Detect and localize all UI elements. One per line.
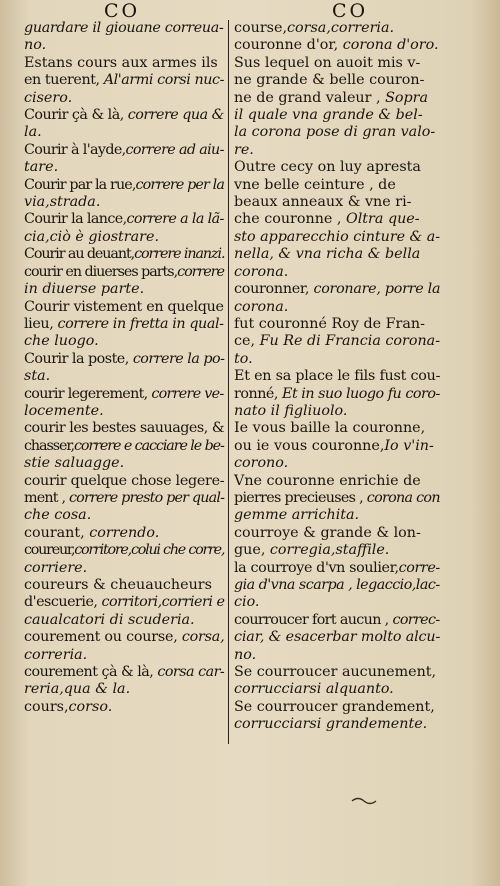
entry-line bbox=[24, 577, 224, 594]
dictionary-entry bbox=[234, 560, 440, 612]
italian-translation: gemme arrichita. bbox=[234, 507, 360, 524]
french-text: couronne d'or, bbox=[234, 37, 343, 54]
entry-line bbox=[24, 229, 224, 246]
entry-line bbox=[234, 107, 440, 124]
italian-translation: corrucciarsi grandemente. bbox=[234, 716, 428, 733]
dictionary-entry bbox=[24, 577, 224, 629]
italian-translation: tare. bbox=[24, 159, 59, 176]
french-text: Courir au deuant, bbox=[24, 246, 135, 263]
italian-translation: corono. bbox=[234, 455, 289, 472]
entry-line bbox=[234, 72, 440, 89]
french-text: Vne couronne enrichie de bbox=[234, 472, 421, 489]
french-text: couronner, bbox=[234, 281, 314, 298]
entry-line bbox=[234, 438, 440, 455]
entry-line bbox=[24, 699, 224, 716]
entry-line bbox=[24, 55, 224, 72]
italian-translation: guardare il giouane correua- bbox=[24, 20, 224, 36]
italian-translation: reria,qua & la. bbox=[24, 681, 131, 698]
entry-line bbox=[234, 20, 440, 37]
right-column bbox=[234, 20, 440, 734]
entry-line bbox=[24, 473, 224, 490]
italian-translation: correre in fretta in qual- bbox=[57, 315, 224, 332]
italian-translation: corregia,staffile. bbox=[269, 542, 390, 559]
french-text: courant, bbox=[24, 524, 90, 541]
dictionary-entry bbox=[24, 211, 224, 246]
italian-translation: corre- bbox=[398, 559, 440, 576]
italian-translation: correre presto per qual- bbox=[68, 489, 225, 506]
italian-translation: cisero. bbox=[24, 89, 73, 106]
french-text: courroucer fort aucun , bbox=[234, 611, 393, 628]
entry-line bbox=[234, 229, 440, 246]
entry-line bbox=[234, 299, 440, 316]
entry-line bbox=[24, 124, 224, 141]
entry-line bbox=[234, 211, 440, 228]
italian-translation: cio. bbox=[234, 594, 260, 611]
italian-translation: la corona pose di gran valo- bbox=[234, 124, 436, 141]
french-text: Sus lequel on auoit mis v- bbox=[234, 54, 421, 71]
entry-line bbox=[24, 629, 224, 646]
italian-translation: correre ad aiu- bbox=[125, 141, 224, 158]
italian-translation: correria. bbox=[24, 646, 88, 663]
entry-line bbox=[234, 55, 440, 72]
entry-line bbox=[24, 107, 224, 124]
italian-translation: sto apparecchio cinture & a- bbox=[234, 228, 441, 245]
entry-line bbox=[234, 681, 440, 698]
french-text: ronné, bbox=[234, 385, 283, 402]
entry-line bbox=[24, 681, 224, 698]
entry-line bbox=[24, 647, 224, 664]
dictionary-entry bbox=[234, 20, 440, 37]
entry-line bbox=[234, 194, 440, 211]
french-text: coureurs & cheuaucheurs bbox=[24, 577, 212, 593]
dictionary-entry bbox=[24, 177, 224, 212]
french-text: chasser, bbox=[24, 437, 74, 454]
signature-mark bbox=[0, 795, 500, 807]
entry-line bbox=[234, 333, 440, 350]
dictionary-entry bbox=[234, 525, 440, 560]
dictionary-entry bbox=[24, 20, 224, 55]
entry-line bbox=[24, 351, 224, 368]
italian-translation: corsa car- bbox=[157, 664, 225, 681]
italian-translation: corona. bbox=[234, 263, 289, 280]
entry-line bbox=[24, 664, 224, 681]
italian-translation: ciar, & esacerbar molto alcu- bbox=[234, 629, 441, 646]
entry-line bbox=[234, 403, 440, 420]
italian-translation: corriere. bbox=[24, 559, 88, 576]
french-text: Ie vous baille la couronne, bbox=[234, 420, 426, 437]
french-text: lieu, bbox=[24, 315, 58, 332]
entry-line bbox=[234, 264, 440, 281]
entry-line bbox=[24, 403, 224, 420]
french-text: ou ie vous couronne, bbox=[234, 437, 385, 454]
entry-line bbox=[24, 490, 224, 507]
entry-line bbox=[24, 72, 224, 89]
entry-line bbox=[24, 264, 224, 281]
entry-line bbox=[24, 455, 224, 472]
entry-line bbox=[24, 542, 224, 559]
entry-line bbox=[24, 246, 224, 263]
dictionary-entry bbox=[234, 159, 440, 281]
column-divider bbox=[228, 20, 229, 744]
entry-line bbox=[234, 473, 440, 490]
french-text: course, bbox=[234, 20, 287, 36]
entry-line bbox=[234, 490, 440, 507]
dictionary-entry bbox=[234, 37, 440, 54]
italian-translation: Al'armi corsi nuc- bbox=[103, 72, 224, 89]
italian-translation: coronare, porre la bbox=[313, 281, 441, 298]
dictionary-entry bbox=[234, 473, 440, 525]
entry-line bbox=[24, 37, 224, 54]
entry-line bbox=[24, 594, 224, 611]
french-text: courir les bestes sauuages, & bbox=[24, 420, 225, 437]
italian-translation: no. bbox=[24, 37, 47, 54]
french-text: courement ou course, bbox=[24, 629, 182, 646]
italian-translation: correre per la bbox=[135, 176, 224, 193]
italian-translation: che luogo. bbox=[24, 333, 99, 350]
left-column bbox=[24, 20, 224, 716]
entry-line bbox=[234, 507, 440, 524]
italian-translation: correre ve- bbox=[151, 385, 224, 402]
italian-translation: corrucciarsi alquanto. bbox=[234, 681, 394, 698]
french-text: che couronne , bbox=[234, 211, 346, 228]
french-text: courement çà & là, bbox=[24, 664, 158, 681]
dictionary-entry bbox=[24, 525, 224, 542]
dictionary-entry bbox=[24, 264, 224, 299]
entry-line bbox=[24, 438, 224, 455]
entry-line bbox=[234, 647, 440, 664]
french-text: Estans cours aux armes ils bbox=[24, 54, 218, 71]
italian-translation: il quale vna grande & bel- bbox=[234, 107, 423, 124]
entry-line bbox=[24, 211, 224, 228]
italian-translation: nella, & vna richa & bella bbox=[234, 246, 421, 263]
italian-translation: correndo. bbox=[89, 524, 160, 541]
french-text: Courir la poste, bbox=[24, 350, 133, 367]
italian-translation: corona. bbox=[234, 298, 289, 315]
entry-line bbox=[234, 124, 440, 141]
french-text: Courir par la rue, bbox=[24, 176, 136, 193]
french-text: pierres precieuses , bbox=[234, 489, 367, 506]
italian-translation: correre qua & bbox=[127, 107, 224, 124]
entry-line bbox=[234, 368, 440, 385]
entry-line bbox=[234, 177, 440, 194]
entry-line bbox=[24, 333, 224, 350]
italian-translation: corritore,colui che corre, bbox=[74, 542, 225, 559]
dictionary-entry bbox=[24, 142, 224, 177]
french-text: vne belle ceinture , de bbox=[234, 176, 396, 193]
dictionary-entry bbox=[234, 368, 440, 420]
entry-line bbox=[234, 455, 440, 472]
entry-line bbox=[234, 420, 440, 437]
italian-translation: corso. bbox=[68, 698, 113, 715]
entry-line bbox=[24, 159, 224, 176]
dictionary-entry bbox=[234, 699, 440, 734]
entry-line bbox=[234, 664, 440, 681]
french-text: courir legerement, bbox=[24, 385, 152, 402]
dictionary-entry bbox=[24, 55, 224, 107]
entry-line bbox=[234, 281, 440, 298]
french-text: ment , bbox=[24, 489, 69, 506]
french-text: d'escuerie, bbox=[24, 594, 102, 611]
entry-line bbox=[24, 368, 224, 385]
italian-translation: re. bbox=[234, 141, 254, 158]
italian-translation: gia d'vna scarpa , legaccio,lac- bbox=[234, 577, 440, 593]
entry-line bbox=[234, 159, 440, 176]
header-right: CO bbox=[332, 0, 369, 22]
entry-line bbox=[24, 90, 224, 107]
entry-line bbox=[24, 386, 224, 403]
italian-translation: correre la po- bbox=[132, 350, 225, 367]
italian-translation: Fu Re di Francia corona- bbox=[259, 333, 441, 350]
entry-line bbox=[24, 299, 224, 316]
french-text: Courir la lance, bbox=[24, 211, 127, 228]
french-text: la courroye d'vn soulier, bbox=[234, 559, 399, 576]
french-text: Courir vistement en quelque bbox=[24, 298, 224, 315]
french-text: courroye & grande & lon- bbox=[234, 524, 421, 541]
dictionary-entry bbox=[234, 316, 440, 368]
entry-line bbox=[24, 525, 224, 542]
dictionary-entry bbox=[24, 664, 224, 699]
entry-line bbox=[234, 629, 440, 646]
french-text: Outre cecy on luy apresta bbox=[234, 159, 421, 176]
entry-line bbox=[234, 386, 440, 403]
french-text: fut couronné Roy de Fran- bbox=[234, 315, 425, 332]
italian-translation: no. bbox=[234, 646, 257, 663]
entry-line bbox=[24, 560, 224, 577]
french-text: ce, bbox=[234, 333, 260, 350]
entry-line bbox=[234, 612, 440, 629]
italian-translation: via,strada. bbox=[24, 194, 101, 211]
dictionary-entry bbox=[24, 420, 224, 472]
entry-line bbox=[24, 194, 224, 211]
entry-line bbox=[234, 577, 440, 594]
italian-translation: correre e cacciare le be- bbox=[73, 437, 224, 454]
italian-translation: corritori,corrieri e bbox=[101, 594, 225, 611]
french-text: coureur, bbox=[24, 542, 75, 559]
italian-translation: correre a la lã- bbox=[126, 211, 224, 228]
dictionary-entry bbox=[234, 612, 440, 664]
french-text: ne de grand valeur , bbox=[234, 89, 386, 106]
dictionary-entry bbox=[24, 299, 224, 351]
italian-translation: corsa,correria. bbox=[287, 20, 395, 36]
entry-line bbox=[234, 594, 440, 611]
entry-line bbox=[24, 612, 224, 629]
french-text: en tuerent, bbox=[24, 72, 104, 89]
french-text: Se courroucer grandement, bbox=[234, 698, 435, 715]
french-text: Courir çà & là, bbox=[24, 107, 128, 124]
italian-translation: stie saluagge. bbox=[24, 455, 125, 472]
french-text: gue, bbox=[234, 542, 270, 559]
entry-line bbox=[234, 142, 440, 159]
dictionary-entry bbox=[24, 699, 224, 716]
entry-line bbox=[234, 351, 440, 368]
italian-translation: in diuerse parte. bbox=[24, 281, 145, 298]
dictionary-entry bbox=[234, 664, 440, 699]
dictionary-entry bbox=[24, 246, 224, 263]
entry-line bbox=[24, 316, 224, 333]
italian-translation: corsa, bbox=[181, 629, 225, 646]
italian-translation: locemente. bbox=[24, 402, 104, 419]
entry-line bbox=[24, 177, 224, 194]
entry-line bbox=[234, 699, 440, 716]
header-left: CO bbox=[104, 0, 141, 22]
dictionary-entry bbox=[234, 55, 440, 159]
entry-line bbox=[234, 246, 440, 263]
italian-translation: Sopra bbox=[385, 89, 429, 106]
french-text: ne grande & belle couron- bbox=[234, 72, 425, 89]
entry-line bbox=[24, 142, 224, 159]
dictionary-entry bbox=[24, 351, 224, 386]
entry-line bbox=[24, 20, 224, 37]
italian-translation: che cosa. bbox=[24, 507, 92, 524]
italian-translation: correre inanzi. bbox=[134, 246, 225, 263]
french-text: beaux anneaux & vne ri- bbox=[234, 194, 412, 211]
french-text: cours, bbox=[24, 698, 69, 715]
italian-translation: correre bbox=[177, 263, 224, 280]
italian-translation: corona con bbox=[366, 489, 440, 506]
entry-line bbox=[234, 525, 440, 542]
entry-line bbox=[234, 542, 440, 559]
french-text: courir quelque chose legere- bbox=[24, 472, 225, 489]
dictionary-entry bbox=[24, 629, 224, 664]
italian-translation: corona d'oro. bbox=[342, 37, 439, 54]
entry-line bbox=[234, 716, 440, 733]
dictionary-entry bbox=[24, 473, 224, 525]
italian-translation: correc- bbox=[392, 611, 440, 628]
italian-translation: cia,ciò è giostrare. bbox=[24, 228, 159, 245]
italian-translation: Et in suo luogo fu coro- bbox=[282, 385, 440, 402]
italian-translation: caualcatori di scuderia. bbox=[24, 611, 195, 628]
entry-line bbox=[234, 90, 440, 107]
french-text: Et en sa place le fils fust cou- bbox=[234, 368, 441, 385]
french-text: courir en diuerses parts, bbox=[24, 263, 178, 280]
dictionary-entry bbox=[24, 107, 224, 142]
entry-line bbox=[234, 560, 440, 577]
italian-translation: sta. bbox=[24, 368, 51, 385]
dictionary-entry bbox=[234, 281, 440, 316]
french-text: Courir à l'ayde, bbox=[24, 141, 126, 158]
dictionary-entry bbox=[234, 420, 440, 472]
entry-line bbox=[234, 316, 440, 333]
entry-line bbox=[24, 420, 224, 437]
entry-line bbox=[234, 37, 440, 54]
italian-translation: nato il figliuolo. bbox=[234, 402, 348, 419]
italian-translation: to. bbox=[234, 350, 253, 367]
italian-translation: la. bbox=[24, 124, 42, 141]
italian-translation: Io v'in- bbox=[384, 437, 434, 454]
french-text: Se courroucer aucunement, bbox=[234, 664, 437, 681]
dictionary-entry bbox=[24, 386, 224, 421]
dictionary-entry bbox=[24, 542, 224, 577]
entry-line bbox=[24, 281, 224, 298]
entry-line bbox=[24, 507, 224, 524]
italian-translation: Oltra que- bbox=[346, 211, 420, 228]
running-header bbox=[0, 2, 500, 22]
